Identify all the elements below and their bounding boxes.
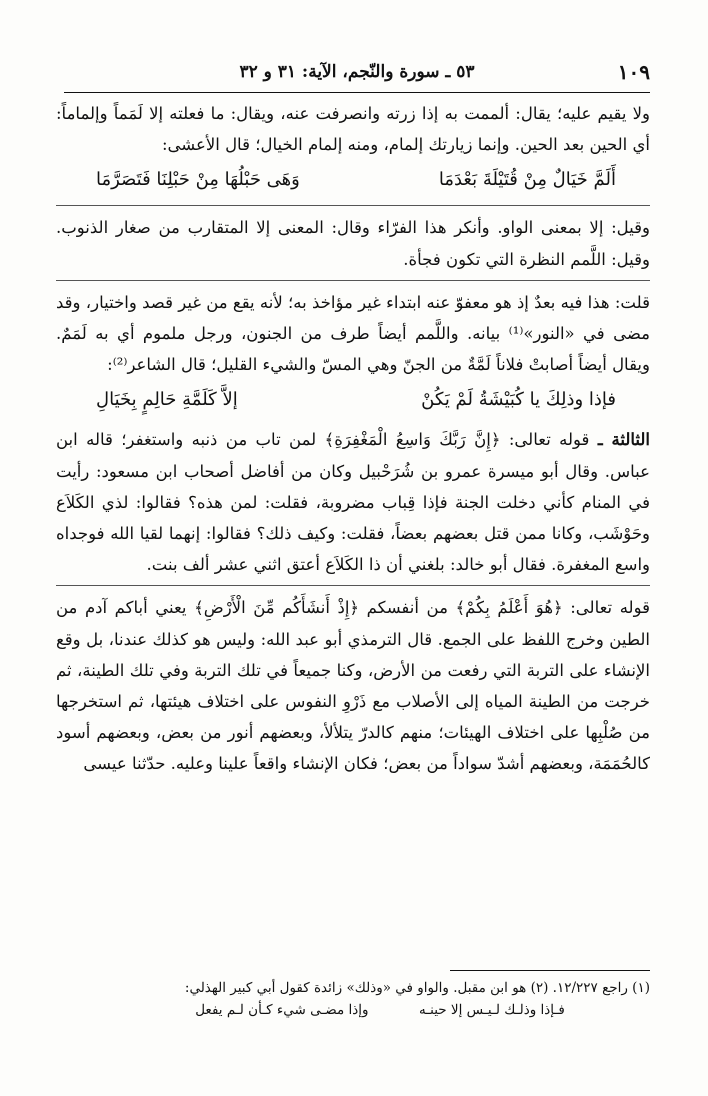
verse-first-hemistich: فإذا وذلِكَ يا كُبَيْشَةُ لَمْ يَكُنْ	[421, 389, 616, 411]
paragraph-lamam: ولا يقيم عليه؛ يقال: ألممت به إذا زرته وانصرفت عنه، ويقال: ما فعلته إلا لَمَماً وإلماماً: أي الحين بعد الحين. وإنما زيارتك إلمام، ومنه إلمام الخيال؛ قال الأعشى:	[56, 104, 650, 155]
verse-shaer	[56, 380, 650, 420]
verse-first-hemistich: أَلَمَّ خَيَالٌ مِنْ قُتَيْلَةَ بَعْدَمَا	[438, 169, 616, 191]
main-text	[56, 98, 650, 780]
footnote-verse-first: فـإذا وذلـك لـيـس إلا حينـه	[418, 1002, 565, 1018]
verse-second-hemistich: وَهَى حَبْلُهَا مِنْ حَبْلِنَا فَتَصَرَّمَا	[96, 169, 300, 191]
footnotes	[60, 970, 650, 1021]
paragraph-farra: وقيل: إلا بمعنى الواو. وأنكر هذا الفرّاء وقال: المعنى إلا المتقارب من صغار الذنوب. وقيل: اللَّمم النظرة التي تكون فجأة.	[56, 218, 650, 269]
section-label: الثالثة ـ	[597, 430, 650, 450]
paragraph-qultu: قلت: هذا فيه بعدٌ إذ هو معفوّ عنه ابتداء غير مؤاخذ به؛ لأنه يقع من غير قصد واختيار، وقد مضى في «النور»⁽¹⁾ بيانه. واللَّمم أيضاً طرف من الجنون، ورجل ملموم أي به لَمَمٌ. ويقال أيضاً أصابتْ فلاناً لَمَّةٌ من الجنّ وهي المسّ والشيء القليل؛ قال الشاعر⁽²⁾:	[56, 292, 650, 375]
paragraph-third-text: قوله تعالى: ﴿إِنَّ رَبَّكَ وَاسِعُ الْمَغْفِرَةِ﴾ لمن تاب من ذنبه واستغفر؛ قاله ابن عباس. وقال أبو ميسرة عمرو بن شُرَحْبيل وكان من أفاضل أصحاب ابن مسعود: رأيت في المنام كأني دخلت الجنة فإذا قِباب مضروبة، فقلت: لمن هذه؟ فقالوا: لذي الكَلاَع وحَوْشَب، وكانا ممن قتل بعضهم بعضاً، فقلت: وكيف ذلك؟ فقالوا: إنهما لقيا الله فوجداه واسع المغفرة. فقال أبو خالد: بلغني أن ذا الكَلاَع أعتق اثني عشر ألف بنت.	[56, 430, 650, 575]
divider	[56, 585, 650, 586]
footnote-verse-second: وإذا مضـى شيء كـأن لـم يفعل	[195, 1002, 369, 1018]
page-number: ١٠٩	[617, 60, 650, 84]
divider	[56, 280, 650, 281]
paragraph-ansha: قوله تعالى: ﴿هُوَ أَعْلَمُ بِكُمْ﴾ من أنفسكم ﴿إِذْ أَنشَأَكُم مِّنَ الْأَرْضِ﴾ يعني أباكم آدم من الطين وخرج اللفظ على الجمع. قال الترمذي أبو عبد الله: وليس هو كذلك عندنا، بل وقع الإنشاء على التربة التي رفعت من الأرض، وكنا جميعاً في تلك التربة وفي تلك الطينة، ثم خرجت من الطينة المياه إلى الأصلاب مع ذَرْوِ النفوس على اختلاف هيئتها، ثم استخرجها من صُلْبِها على اختلاف الهيئات؛ منهم كالدرّ يتلألأ، وبعضهم أنور من بعض، وبعضهم أسود كالحُمَمَة، وبعضهم أشدّ سواداً من بعض؛ فكان الإنشاء واقعاً علينا وعليه. حدّثنا عيسى	[56, 598, 650, 774]
verse-second-hemistich: إلاَّ كَلَمَّةِ حَالِمٍ بِخَيَالِ	[96, 389, 238, 411]
footnote-line: (١) راجع ١٢/٢٢٧. (٢) هو ابن مقبل. والواو في «وذلك» زائدة كقول أبي كبير الهذلي:	[184, 980, 650, 996]
page-header	[64, 58, 650, 93]
verse-al-asha	[56, 160, 650, 200]
paragraph-third	[56, 424, 650, 580]
footnote-verse	[60, 999, 650, 1021]
footnote-rule	[450, 970, 650, 971]
running-title: ٥٣ ـ سورة والنّجم، الآية: ٣١ و ٣٢	[239, 62, 475, 82]
divider	[56, 205, 650, 206]
